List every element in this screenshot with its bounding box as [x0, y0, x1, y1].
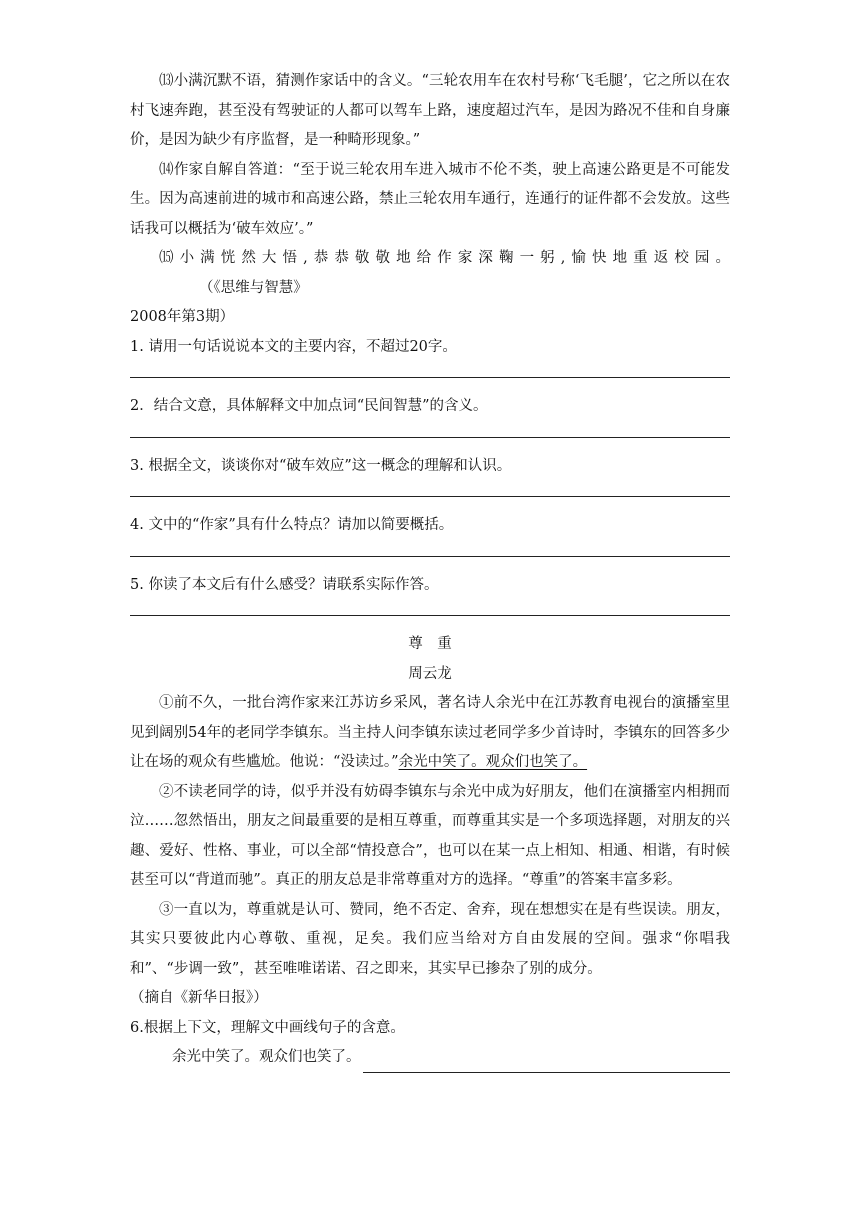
question-3: 3. 根据全文，谈谈你对“破车效应”这一概念的理解和认识。	[130, 457, 512, 474]
answer-line-2[interactable]	[130, 436, 730, 438]
article-source: （摘自《新华日报》）	[130, 990, 268, 1006]
article-paragraph-1-text: ①前不久，一批台湾作家来江苏访乡采风，著名诗人余光中在江苏教育电视台的演播室里见到阔别54年的老同学李镇东。当主持人问李镇东读过老同学多少首诗时，李镇东的回答多少让在场的观众有些尴尬。他说：“没读过。”	[130, 695, 730, 770]
question-6-sentence: 余光中笑了。观众们也笑了。	[172, 1049, 361, 1065]
question-2: 2．结合文意，具体解释文中加点词“民间智慧”的含义。	[130, 398, 488, 414]
article-title: 尊 重	[408, 636, 452, 652]
answer-line-1[interactable]	[130, 376, 730, 378]
paragraph-14: ⒁作家自解自答道：“至于说三轮农用车进入城市不伦不类，驶上高速公路更是不可能发生。因为高速前进的城市和高速公路，禁止三轮农用车通行，连通行的证件都不会发放。这些话我可以概括为‘破车效应’。”	[130, 161, 730, 237]
answer-line-3[interactable]	[130, 495, 730, 497]
question-6: 6.根据上下文，理解文中画线句子的含意。	[130, 1019, 405, 1036]
article-paragraph-2: ②不读老同学的诗，似乎并没有妨碍李镇东与余光中成为好朋友，他们在演播室内相拥而泣……忽然悟出，朋友之间最重要的是相互尊重，而尊重其实是一个多项选择题，对朋友的兴趣、爱好、性格、事业，可以全部“情投意合”，也可以在某一点上相知、相通、相谐，有时候甚至可以“背道而驰”。真正的朋友总是非常尊重对方的选择。“尊重”的答案丰富多彩。	[130, 783, 730, 888]
source-citation: （《思维与智慧》	[199, 279, 308, 296]
question-6-answer-row	[130, 1043, 730, 1073]
article-author: 周云龙	[408, 665, 452, 682]
document-content	[130, 67, 730, 1073]
question-5: 5. 你读了本文后有什么感受？请联系实际作答。	[130, 576, 439, 593]
underlined-sentence: 余光中笑了。观众们也笑了。	[398, 754, 588, 770]
paragraph-13: ⒀小满沉默不语，猜测作家话中的含义。“三轮农用车在农村号称‘飞毛腿’，它之所以在农村飞速奔跑，甚至没有驾驶证的人都可以驾车上路，速度超过汽车，是因为路况不佳和自身廉价，是因为缺少有序监督，是一种畸形现象。”	[130, 73, 730, 148]
paragraph-15-text: ⒂小满恍然大悟,恭恭敬敬地给作家深鞠一躬,愉快地重返校园。	[159, 250, 730, 266]
question-1: 1. 请用一句话说说本文的主要内容，不超过20字。	[130, 338, 457, 355]
source-citation-cont: 2008年第3期）	[130, 309, 235, 325]
article-paragraph-1	[130, 689, 730, 778]
answer-line-5[interactable]	[130, 614, 730, 616]
article-paragraph-3: ③一直以为，尊重就是认可、赞同，绝不否定、舍弃，现在想想实在是有些误读。朋友，其实只要彼此内心尊敬、重视，足矣。我们应当给对方自由发展的空间。强求“你唱我和”、“步调一致”，甚至唯唯诺诺、召之即来，其实早已掺杂了别的成分。	[130, 901, 730, 977]
answer-line-6[interactable]	[363, 1054, 730, 1073]
question-4: 4. 文中的“作家”具有什么特点？请加以简要概括。	[130, 517, 454, 533]
answer-line-4[interactable]	[130, 555, 730, 557]
paragraph-15	[130, 244, 730, 303]
